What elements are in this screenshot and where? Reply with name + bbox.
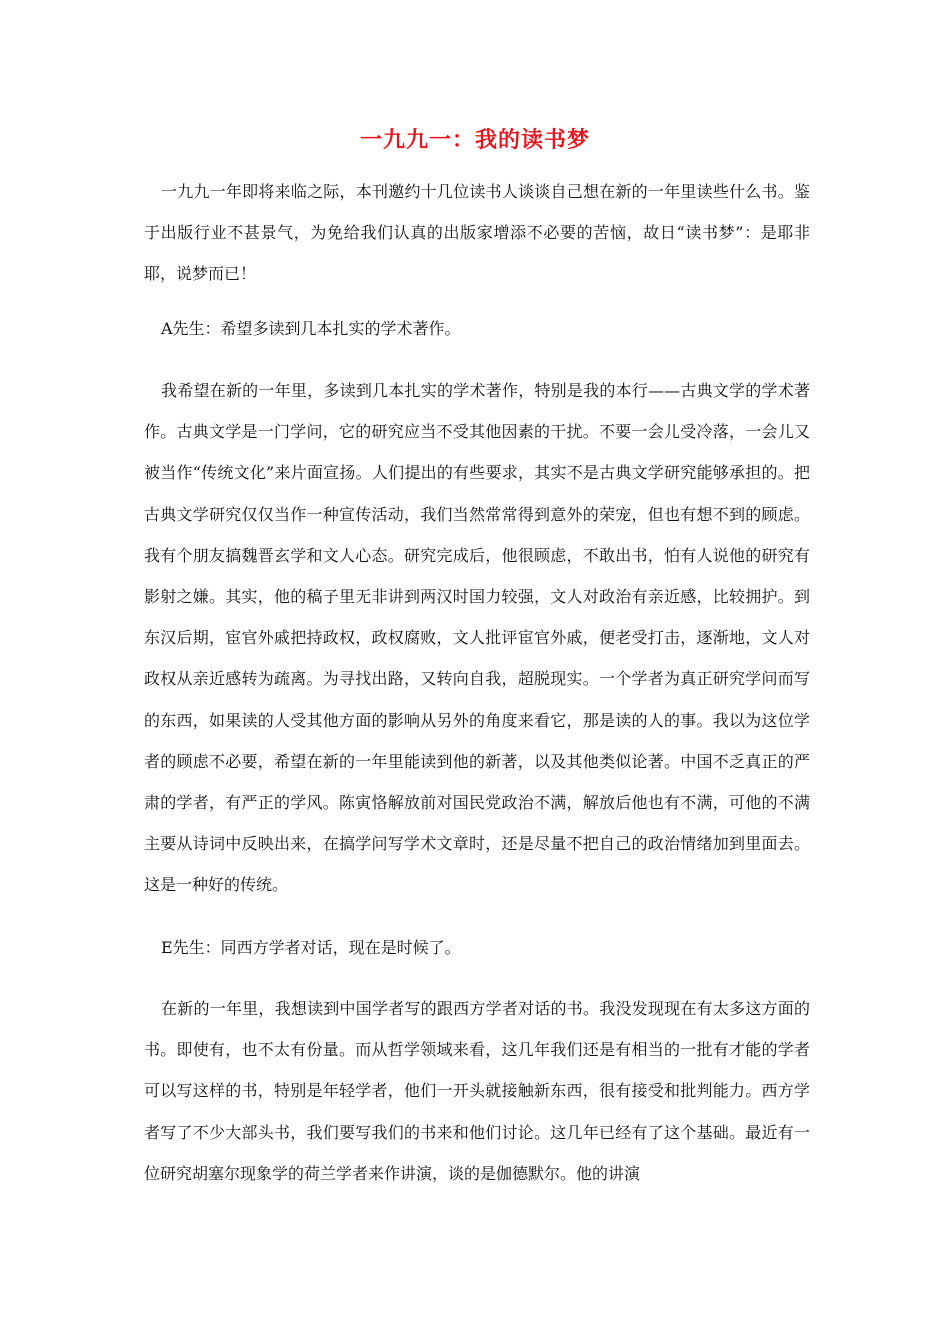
section-e-heading: E先生：同西方学者对话，现在是时候了。 [161, 938, 461, 957]
document-title: 一九九一：我的读书梦 [359, 128, 590, 153]
intro-paragraph: 一九九一年即将来临之际，本刊邀约十几位读书人谈谈自己想在新的一年里读些什么书。鉴于出版行业不甚景气，为免给我们认真的出版家增添不必要的苦恼，故日“读书梦”：是耶非耶，说梦而已！ [144, 182, 810, 284]
section-a-heading: A先生：希望多读到几本扎实的学术著作。 [161, 319, 461, 338]
section-a-body: 我希望在新的一年里，多读到几本扎实的学术著作，特别是我的本行——古典文学的学术著作。古典文学是一门学问，它的研究应当不受其他因素的干扰。不要一会儿受冷落，一会儿又被当作“传统文化”来片面宣扬。人们提出的有些要求，其实不是古典文学研究能够承担的。把古典文学研究仅仅当作一种宣传活动，我们当然常常得到意外的荣宠，但也有想不到的顾虑。我有个朋友搞魏晋玄学和文人心态。研究完成后，他很顾虑，不敢出书，怕有人说他的研究有影射之嫌。其实，他的稿子里无非讲到两汉时国力较强，文人对政治有亲近感，比较拥护。到东汉后期，宦官外戚把持政权，政权腐败，文人批评宦官外戚，便老受打击，逐渐地，文人对政权从亲近感转为疏离。为寻找出路，又转向自我，超脱现实。一个学者为真正研究学问而写的东西，如果读的人受其他方面的影响从另外的角度来看它，那是读的人的事。我以为这位学者的顾虑不必要，希望在新的一年里能读到他的新著，以及其他类似论著。中国不乏真正的严肃的学者，有严正的学风。陈寅恪解放前对国民党政治不满，解放后他也有不满，可他的不满主要从诗词中反映出来，在搞学问写学术文章时，还是尽量不把自己的政治情绪加到里面去。这是一种好的传统。 [144, 381, 810, 895]
section-e-body: 在新的一年里，我想读到中国学者写的跟西方学者对话的书。我没发现现在有太多这方面的书。即使有，也不太有份量。而从哲学领域来看，这几年我们还是有相当的一批有才能的学者可以写这样的书，特别是年轻学者，他们一开头就接触新东西，很有接受和批判能力。西方学者写了不少大部头书，我们要写我们的书来和他们讨论。这几年已经有了这个基础。最近有一位研究胡塞尔现象学的荷兰学者来作讲演，谈的是伽德默尔。他的讲演 [144, 999, 810, 1183]
